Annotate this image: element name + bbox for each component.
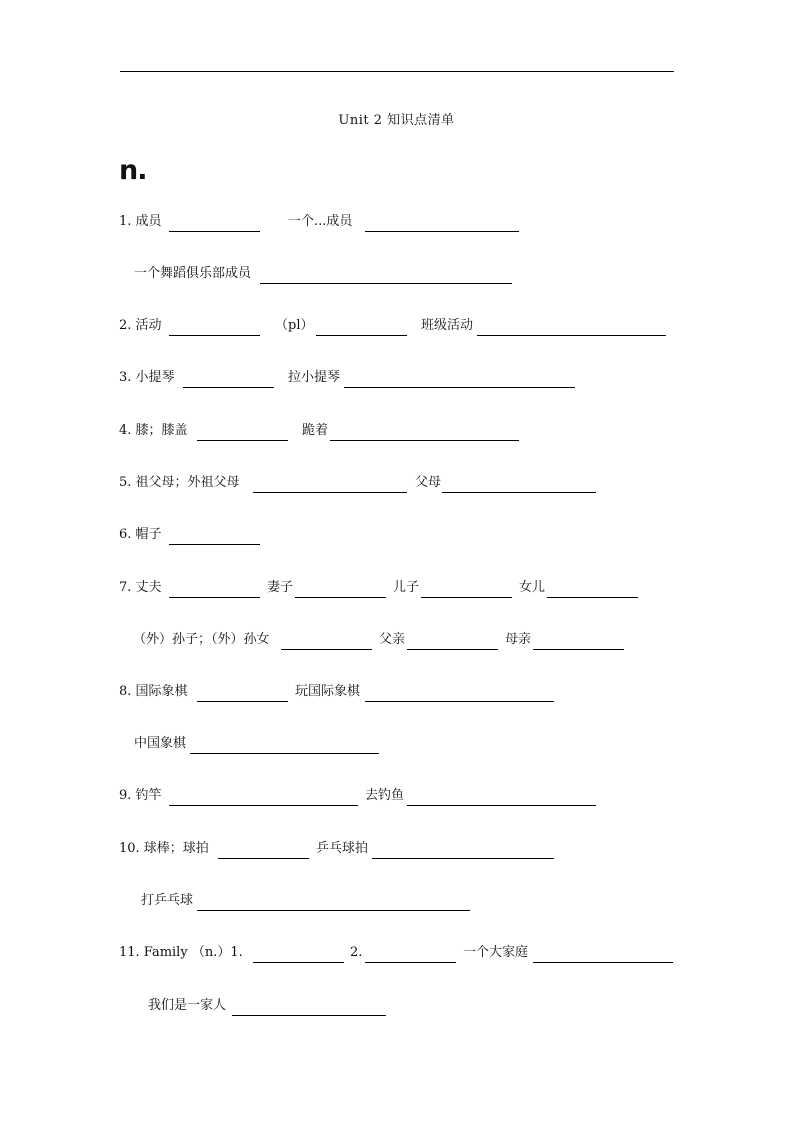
answer-blank[interactable] — [330, 440, 519, 441]
prompt-text: 妻子 — [267, 580, 294, 595]
answer-blank[interactable] — [407, 805, 596, 806]
exercise-line-7b — [0, 630, 793, 650]
prompt-text: 3. 小提琴 — [119, 370, 175, 385]
exercise-line-11b — [0, 996, 793, 1016]
answer-blank[interactable] — [316, 335, 407, 336]
prompt-text: 5. 祖父母；外祖父母 — [119, 475, 240, 490]
exercise-line-6 — [0, 525, 793, 545]
answer-blank[interactable] — [253, 962, 344, 963]
prompt-text: 玩国际象棋 — [295, 684, 361, 699]
answer-blank[interactable] — [365, 701, 554, 702]
prompt-text: 10. 球棒；球拍 — [119, 841, 209, 856]
prompt-text: 1. 成员 — [119, 214, 162, 229]
prompt-text: 母亲 — [505, 632, 532, 647]
header-rule — [120, 71, 674, 72]
exercise-line-1b — [0, 264, 793, 284]
prompt-text: （外）孙子；（外）孙女 — [133, 632, 270, 647]
answer-blank[interactable] — [421, 597, 512, 598]
answer-blank[interactable] — [169, 597, 260, 598]
answer-blank[interactable] — [197, 440, 288, 441]
prompt-text: 4. 膝；膝盖 — [119, 423, 188, 438]
exercise-line-8 — [0, 682, 793, 702]
exercise-line-10 — [0, 839, 793, 859]
exercise-line-10b — [0, 891, 793, 911]
exercise-line-2 — [0, 316, 793, 336]
answer-blank[interactable] — [365, 962, 456, 963]
exercise-line-1 — [0, 212, 793, 232]
prompt-text: 拉小提琴 — [288, 370, 341, 385]
prompt-text: 跪着 — [302, 423, 329, 438]
answer-blank[interactable] — [295, 597, 386, 598]
prompt-text: 中国象棋 — [134, 736, 187, 751]
answer-blank[interactable] — [281, 649, 372, 650]
answer-blank[interactable] — [477, 335, 666, 336]
prompt-text: （pl） — [275, 318, 314, 333]
prompt-text: 乒乓球拍 — [316, 841, 369, 856]
answer-blank[interactable] — [169, 335, 260, 336]
answer-blank[interactable] — [533, 649, 624, 650]
document-title: Unit 2 知识点清单 — [338, 113, 455, 128]
prompt-text: 班级活动 — [421, 318, 474, 333]
answer-blank[interactable] — [372, 858, 554, 859]
answer-blank[interactable] — [169, 544, 260, 545]
answer-blank[interactable] — [442, 492, 596, 493]
exercise-line-4 — [0, 421, 793, 441]
prompt-text: 一个...成员 — [288, 214, 353, 229]
answer-blank[interactable] — [169, 805, 358, 806]
exercise-line-3 — [0, 368, 793, 388]
exercise-line-7 — [0, 578, 793, 598]
answer-blank[interactable] — [197, 701, 288, 702]
exercise-line-9 — [0, 786, 793, 806]
prompt-text: 6. 帽子 — [119, 527, 162, 542]
prompt-text: 9. 钓竿 — [119, 788, 162, 803]
prompt-text: 2. 活动 — [119, 318, 162, 333]
answer-blank[interactable] — [253, 492, 407, 493]
answer-blank[interactable] — [190, 753, 379, 754]
prompt-text: 7. 丈夫 — [119, 580, 162, 595]
prompt-text: 女儿 — [519, 580, 546, 595]
answer-blank[interactable] — [232, 1015, 386, 1016]
exercise-line-5 — [0, 473, 793, 493]
prompt-text: 儿子 — [393, 580, 420, 595]
prompt-text: 父亲 — [379, 632, 406, 647]
answer-blank[interactable] — [169, 231, 260, 232]
answer-blank[interactable] — [547, 597, 638, 598]
answer-blank[interactable] — [218, 858, 309, 859]
prompt-text: 一个大家庭 — [463, 945, 529, 960]
prompt-text: 我们是一家人 — [148, 998, 227, 1013]
answer-blank[interactable] — [260, 283, 512, 284]
answer-blank[interactable] — [183, 387, 274, 388]
answer-blank[interactable] — [344, 387, 575, 388]
prompt-text: 11. Family （n.）1. — [119, 945, 243, 960]
prompt-text: 8. 国际象棋 — [119, 684, 188, 699]
answer-blank[interactable] — [407, 649, 498, 650]
section-heading-noun: n. — [119, 155, 147, 186]
prompt-text: 去钓鱼 — [365, 788, 405, 803]
exercise-line-11 — [0, 943, 793, 963]
prompt-text: 父母 — [415, 475, 442, 490]
prompt-text: 打乒乓球 — [141, 893, 194, 908]
prompt-text: 一个舞蹈俱乐部成员 — [134, 266, 252, 281]
answer-blank[interactable] — [365, 231, 519, 232]
answer-blank[interactable] — [197, 910, 470, 911]
prompt-text: 2. — [350, 945, 363, 960]
exercise-line-8b — [0, 734, 793, 754]
answer-blank[interactable] — [533, 962, 673, 963]
